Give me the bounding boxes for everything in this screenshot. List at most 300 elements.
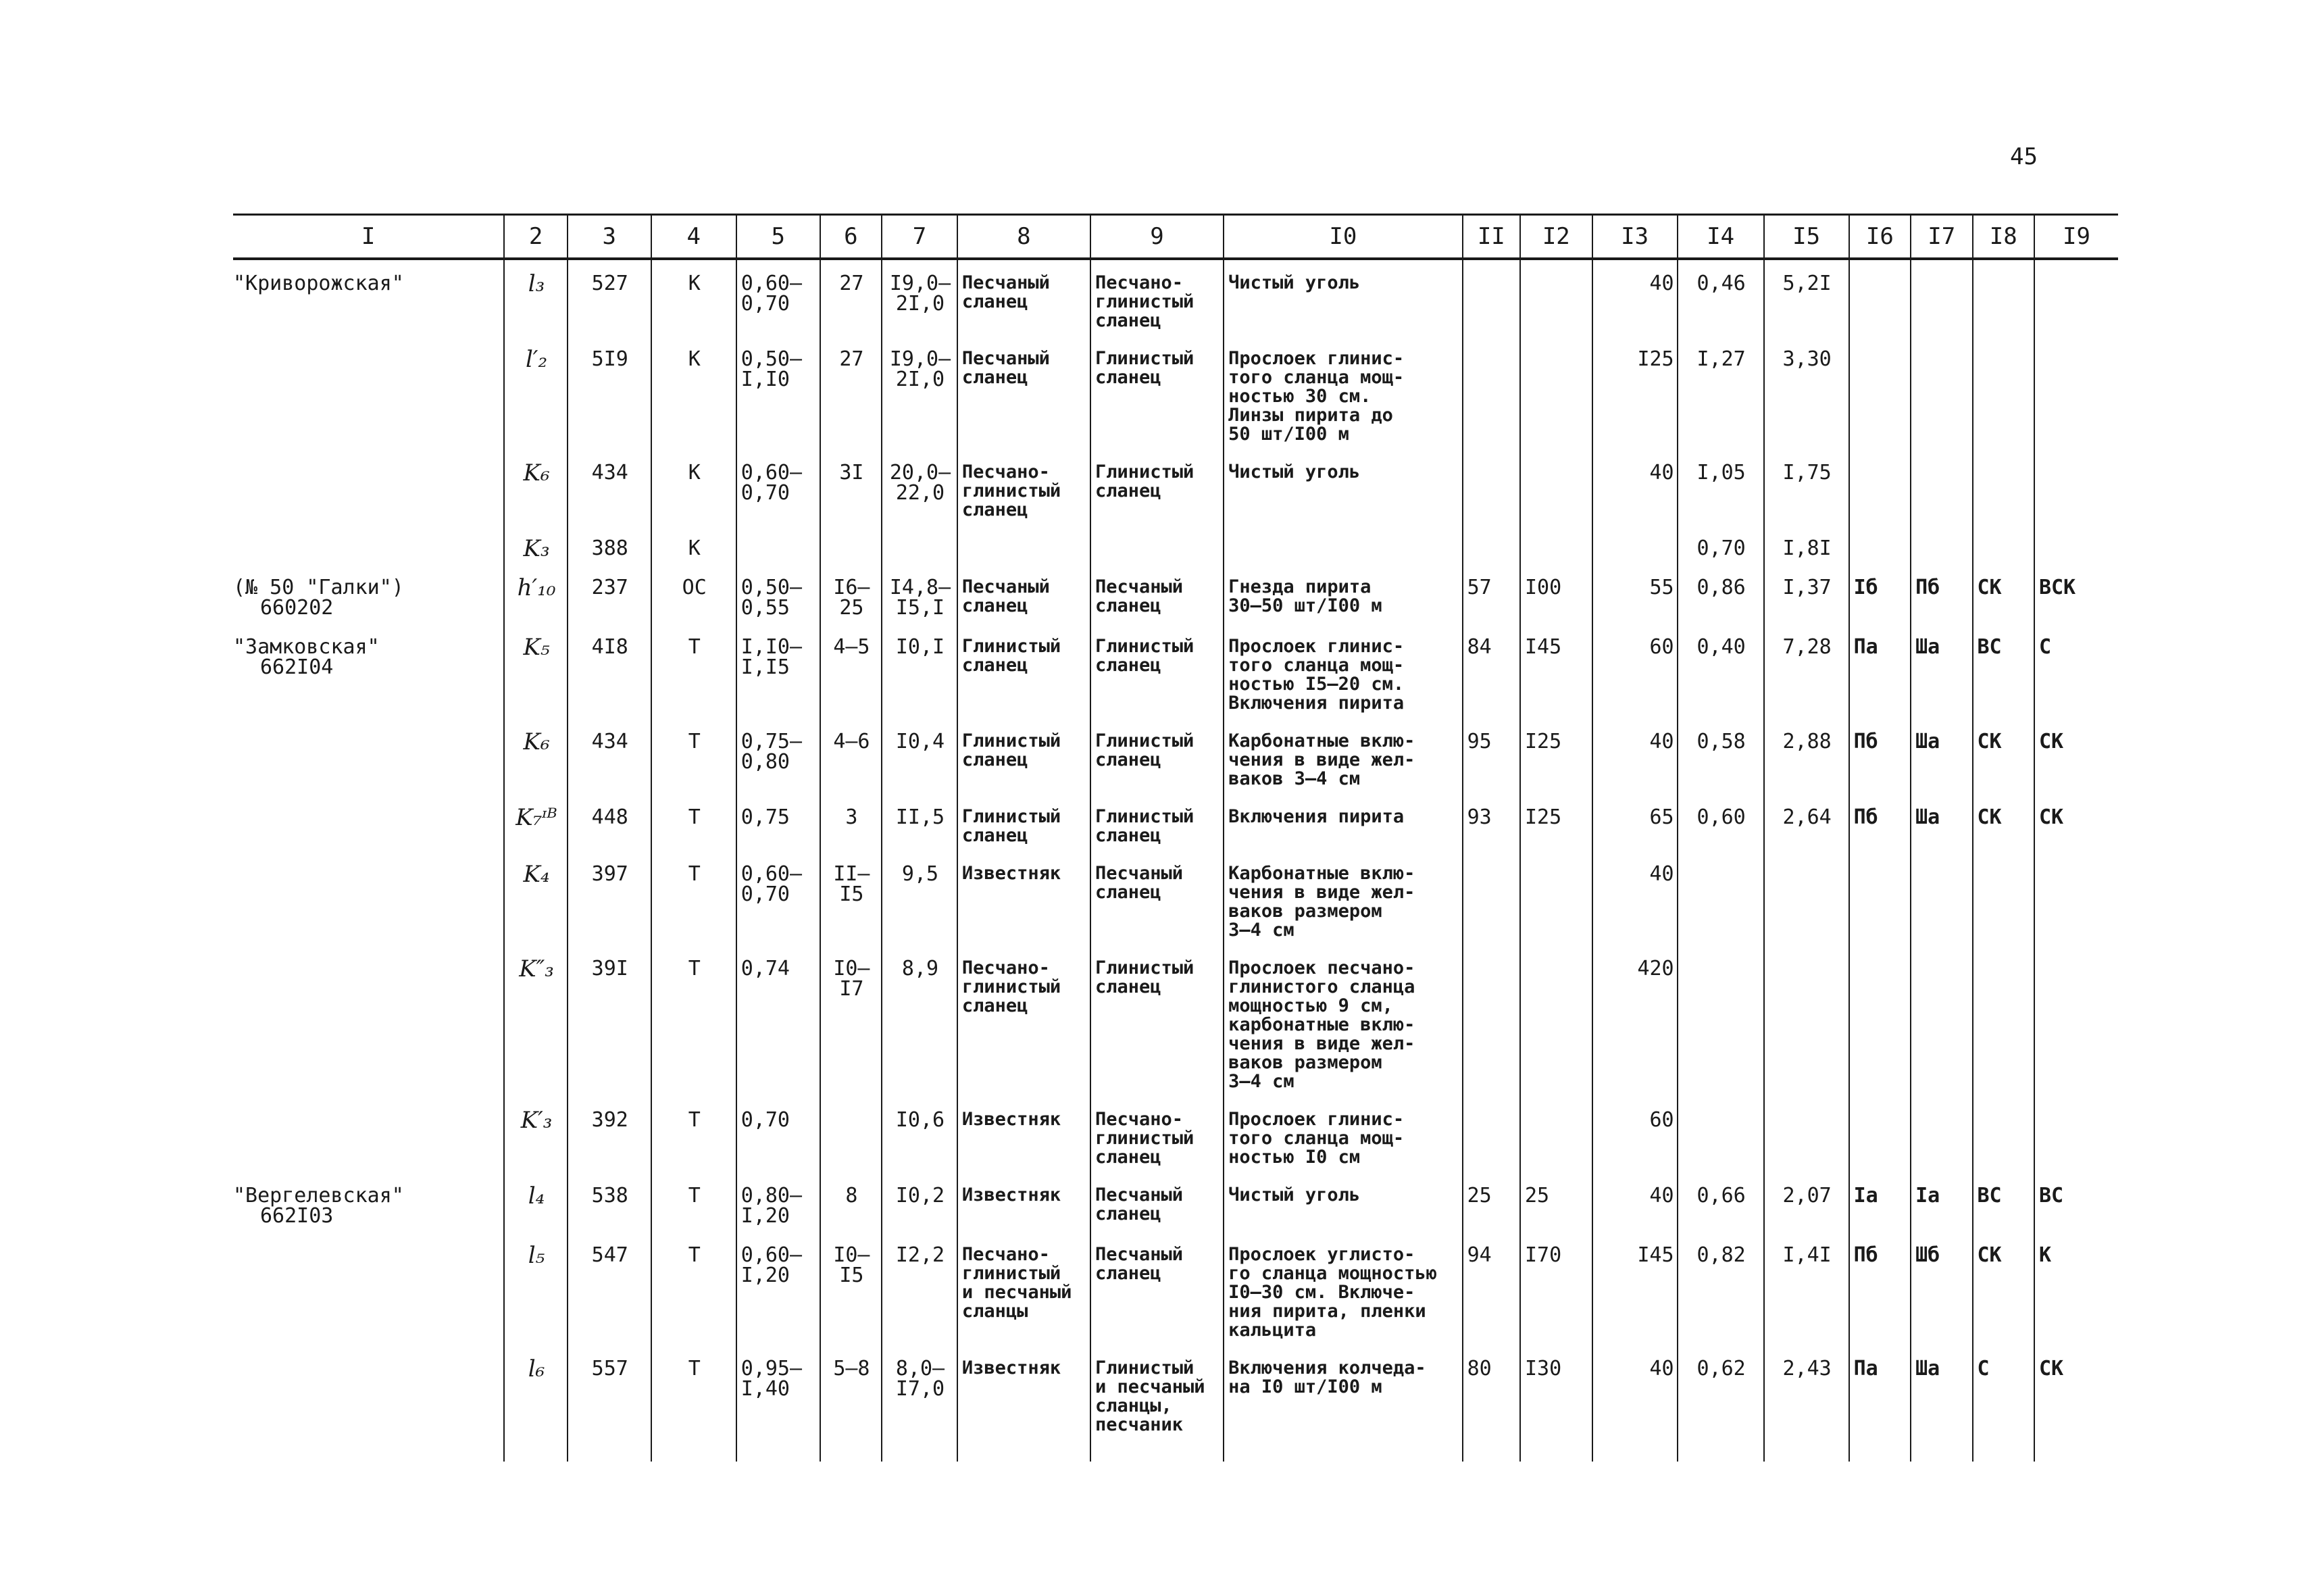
cell-col7: 9,5 bbox=[882, 851, 957, 945]
cell-col13: 65 bbox=[1592, 794, 1678, 851]
cell-col11: 94 bbox=[1463, 1232, 1520, 1345]
cell-thickness: 0,60– 0,70 bbox=[736, 449, 820, 525]
cell-col11 bbox=[1463, 449, 1520, 525]
cell-col12: I00 bbox=[1520, 564, 1592, 624]
cell-col7: I2,2 bbox=[882, 1232, 957, 1345]
table-row bbox=[233, 1232, 2118, 1345]
cell-col16 bbox=[1849, 525, 1911, 564]
cell-col16 bbox=[1849, 336, 1911, 449]
cell-col14: 0,70 bbox=[1678, 525, 1764, 564]
cell-col19 bbox=[2034, 851, 2118, 945]
cell-seam: K₄ bbox=[504, 851, 567, 945]
cell-description: Гнезда пирита 30–50 шт/I00 м bbox=[1224, 564, 1463, 624]
cell-col14: 0,86 bbox=[1678, 564, 1764, 624]
cell-floor-rock: Глинистый сланец bbox=[1090, 945, 1224, 1097]
column-header: I5 bbox=[1764, 215, 1849, 259]
cell-floor-rock bbox=[1090, 525, 1224, 564]
cell-col16: Iб bbox=[1849, 564, 1911, 624]
cell-col16 bbox=[1849, 449, 1911, 525]
cell-col7: 8,9 bbox=[882, 945, 957, 1097]
cell-col18: СК bbox=[1973, 718, 2034, 794]
cell-col11: 80 bbox=[1463, 1345, 1520, 1462]
table-row bbox=[233, 336, 2118, 449]
cell-col19: ВС bbox=[2034, 1172, 2118, 1232]
cell-roof-rock: Глинистый сланец bbox=[957, 794, 1090, 851]
cell-col19 bbox=[2034, 449, 2118, 525]
cell-seam: K′₃ bbox=[504, 1097, 567, 1172]
cell-thickness: 0,75 bbox=[736, 794, 820, 851]
cell-floor-rock: Глинистый сланец bbox=[1090, 449, 1224, 525]
cell-col13: 40 bbox=[1592, 718, 1678, 794]
cell-col16: Па bbox=[1849, 1345, 1911, 1462]
cell-col7: 20,0– 22,0 bbox=[882, 449, 957, 525]
cell-col6: 3I bbox=[820, 449, 882, 525]
cell-thickness: 0,75– 0,80 bbox=[736, 718, 820, 794]
cell-thickness: 0,50– I,I0 bbox=[736, 336, 820, 449]
cell-col16: Пб bbox=[1849, 718, 1911, 794]
cell-thickness: 0,70 bbox=[736, 1097, 820, 1172]
cell-col11 bbox=[1463, 851, 1520, 945]
cell-col11 bbox=[1463, 336, 1520, 449]
cell-mine bbox=[233, 851, 504, 945]
column-header: 2 bbox=[504, 215, 567, 259]
cell-floor-rock: Глинистый сланец bbox=[1090, 794, 1224, 851]
cell-depth: 527 bbox=[568, 259, 651, 336]
mine-name: "Замковская" bbox=[233, 635, 380, 659]
cell-col6: 4–6 bbox=[820, 718, 882, 794]
cell-col12: I25 bbox=[1520, 718, 1592, 794]
cell-col13: I25 bbox=[1592, 336, 1678, 449]
cell-col14 bbox=[1678, 945, 1764, 1097]
cell-mine bbox=[233, 718, 504, 794]
cell-roof-rock: Песчано- глинистый сланец bbox=[957, 945, 1090, 1097]
cell-col13: 55 bbox=[1592, 564, 1678, 624]
cell-col15: I,75 bbox=[1764, 449, 1849, 525]
cell-depth: 392 bbox=[568, 1097, 651, 1172]
cell-thickness: 0,50– 0,55 bbox=[736, 564, 820, 624]
table-row bbox=[233, 794, 2118, 851]
cell-depth: 557 bbox=[568, 1345, 651, 1462]
cell-col15: 7,28 bbox=[1764, 624, 1849, 718]
cell-floor-rock: Песчаный сланец bbox=[1090, 1232, 1224, 1345]
cell-col13: 60 bbox=[1592, 624, 1678, 718]
cell-type: ОС bbox=[651, 564, 736, 624]
column-header: I7 bbox=[1911, 215, 1972, 259]
table-row bbox=[233, 259, 2118, 336]
cell-col11 bbox=[1463, 259, 1520, 336]
cell-roof-rock: Глинистый сланец bbox=[957, 718, 1090, 794]
cell-col14: 0,46 bbox=[1678, 259, 1764, 336]
cell-description: Включения пирита bbox=[1224, 794, 1463, 851]
cell-floor-rock: Песчано- глинистый сланец bbox=[1090, 259, 1224, 336]
mine-name: "Вергелевская" bbox=[233, 1184, 404, 1207]
cell-col7: II,5 bbox=[882, 794, 957, 851]
cell-seam: l₆ bbox=[504, 1345, 567, 1462]
cell-col12: I70 bbox=[1520, 1232, 1592, 1345]
cell-col6: 3 bbox=[820, 794, 882, 851]
cell-col15: 2,64 bbox=[1764, 794, 1849, 851]
cell-col18 bbox=[1973, 851, 2034, 945]
cell-depth: 397 bbox=[568, 851, 651, 945]
cell-floor-rock: Глинистый сланец bbox=[1090, 718, 1224, 794]
cell-col17 bbox=[1911, 449, 1972, 525]
column-header: 8 bbox=[957, 215, 1090, 259]
cell-col17 bbox=[1911, 336, 1972, 449]
cell-col6: 8 bbox=[820, 1172, 882, 1232]
table-row bbox=[233, 1097, 2118, 1172]
cell-mine bbox=[233, 1345, 504, 1462]
cell-floor-rock: Песчано- глинистый сланец bbox=[1090, 1097, 1224, 1172]
cell-floor-rock: Глинистый и песчаный сланцы, песчаник bbox=[1090, 1345, 1224, 1462]
cell-col15: 5,2I bbox=[1764, 259, 1849, 336]
cell-col11: 84 bbox=[1463, 624, 1520, 718]
column-header: I3 bbox=[1592, 215, 1678, 259]
cell-col13: I45 bbox=[1592, 1232, 1678, 1345]
cell-type: Т bbox=[651, 794, 736, 851]
cell-floor-rock: Песчаный сланец bbox=[1090, 851, 1224, 945]
cell-description: Чистый уголь bbox=[1224, 259, 1463, 336]
column-header: 6 bbox=[820, 215, 882, 259]
table-row bbox=[233, 718, 2118, 794]
cell-mine bbox=[233, 1172, 504, 1232]
cell-col13: 40 bbox=[1592, 449, 1678, 525]
cell-col16: Па bbox=[1849, 624, 1911, 718]
cell-floor-rock: Глинистый сланец bbox=[1090, 336, 1224, 449]
cell-type: К bbox=[651, 525, 736, 564]
cell-col18 bbox=[1973, 525, 2034, 564]
cell-col17: Iа bbox=[1911, 1172, 1972, 1232]
mine-code: 660202 bbox=[260, 596, 334, 620]
cell-col13 bbox=[1592, 525, 1678, 564]
cell-col16 bbox=[1849, 945, 1911, 1097]
cell-mine bbox=[233, 1097, 504, 1172]
cell-col15 bbox=[1764, 1097, 1849, 1172]
cell-roof-rock: Известняк bbox=[957, 1172, 1090, 1232]
cell-mine bbox=[233, 1232, 504, 1345]
cell-col15: I,8I bbox=[1764, 525, 1849, 564]
mine-name: "Криворожская" bbox=[233, 272, 404, 295]
cell-mine bbox=[233, 259, 504, 336]
cell-col15: 2,43 bbox=[1764, 1345, 1849, 1462]
cell-thickness: 0,60– 0,70 bbox=[736, 259, 820, 336]
cell-mine bbox=[233, 624, 504, 718]
column-header: 4 bbox=[651, 215, 736, 259]
cell-mine bbox=[233, 794, 504, 851]
cell-col12 bbox=[1520, 336, 1592, 449]
cell-roof-rock: Глинистый сланец bbox=[957, 624, 1090, 718]
cell-seam: K″₃ bbox=[504, 945, 567, 1097]
cell-type: Т bbox=[651, 945, 736, 1097]
cell-col12 bbox=[1520, 259, 1592, 336]
column-header: I0 bbox=[1224, 215, 1463, 259]
cell-depth: 4I8 bbox=[568, 624, 651, 718]
mine-name: (№ 50 "Галки") bbox=[233, 576, 404, 599]
cell-mine bbox=[233, 564, 504, 624]
cell-col7: I9,0– 2I,0 bbox=[882, 336, 957, 449]
cell-seam: K₇ᶦᴮ bbox=[504, 794, 567, 851]
cell-col12: 25 bbox=[1520, 1172, 1592, 1232]
cell-thickness: 0,60– I,20 bbox=[736, 1232, 820, 1345]
cell-col16 bbox=[1849, 851, 1911, 945]
column-header: I6 bbox=[1849, 215, 1911, 259]
cell-description: Включения колчеда- на I0 шт/I00 м bbox=[1224, 1345, 1463, 1462]
cell-col11 bbox=[1463, 1097, 1520, 1172]
cell-col15: 2,07 bbox=[1764, 1172, 1849, 1232]
cell-col18 bbox=[1973, 336, 2034, 449]
cell-col17 bbox=[1911, 259, 1972, 336]
cell-col17: Пб bbox=[1911, 564, 1972, 624]
cell-col18: СК bbox=[1973, 564, 2034, 624]
cell-col15: I,4I bbox=[1764, 1232, 1849, 1345]
cell-depth: 434 bbox=[568, 449, 651, 525]
cell-type: К bbox=[651, 259, 736, 336]
cell-type: Т bbox=[651, 624, 736, 718]
cell-floor-rock: Глинистый сланец bbox=[1090, 624, 1224, 718]
cell-col12 bbox=[1520, 851, 1592, 945]
cell-col6: I6– 25 bbox=[820, 564, 882, 624]
cell-col19 bbox=[2034, 1097, 2118, 1172]
cell-col19: К bbox=[2034, 1232, 2118, 1345]
cell-col19: ВСК bbox=[2034, 564, 2118, 624]
cell-col15: 3,30 bbox=[1764, 336, 1849, 449]
cell-description: Прослоек углисто- го сланца мощностью I0–30 см. Включе- ния пирита, пленки кальцита bbox=[1224, 1232, 1463, 1345]
cell-seam: K₃ bbox=[504, 525, 567, 564]
cell-col16: Пб bbox=[1849, 794, 1911, 851]
table-row bbox=[233, 449, 2118, 525]
cell-col12: I25 bbox=[1520, 794, 1592, 851]
cell-col11: 93 bbox=[1463, 794, 1520, 851]
cell-seam: K₆ bbox=[504, 449, 567, 525]
cell-col6: I0– I7 bbox=[820, 945, 882, 1097]
page-number: 45 bbox=[2010, 143, 2038, 170]
cell-floor-rock: Песчаный сланец bbox=[1090, 564, 1224, 624]
cell-col18: ВС bbox=[1973, 624, 2034, 718]
cell-col14: 0,58 bbox=[1678, 718, 1764, 794]
cell-col17 bbox=[1911, 851, 1972, 945]
cell-depth: 547 bbox=[568, 1232, 651, 1345]
table-row bbox=[233, 1345, 2118, 1462]
cell-col7: I0,2 bbox=[882, 1172, 957, 1232]
cell-col14: 0,62 bbox=[1678, 1345, 1764, 1462]
cell-col19 bbox=[2034, 945, 2118, 1097]
cell-col14: 0,60 bbox=[1678, 794, 1764, 851]
cell-col18 bbox=[1973, 259, 2034, 336]
cell-roof-rock: Песчано- глинистый сланец bbox=[957, 449, 1090, 525]
cell-depth: 5I9 bbox=[568, 336, 651, 449]
cell-floor-rock: Песчаный сланец bbox=[1090, 1172, 1224, 1232]
cell-seam: K₆ bbox=[504, 718, 567, 794]
cell-col13: 40 bbox=[1592, 1172, 1678, 1232]
cell-roof-rock: Песчаный сланец bbox=[957, 336, 1090, 449]
cell-col13: 40 bbox=[1592, 1345, 1678, 1462]
cell-col12: I30 bbox=[1520, 1345, 1592, 1462]
column-header: II bbox=[1463, 215, 1520, 259]
cell-col11 bbox=[1463, 525, 1520, 564]
cell-thickness bbox=[736, 525, 820, 564]
cell-col16 bbox=[1849, 1097, 1911, 1172]
cell-description bbox=[1224, 525, 1463, 564]
cell-col13: 40 bbox=[1592, 259, 1678, 336]
cell-col11 bbox=[1463, 945, 1520, 1097]
column-header: I9 bbox=[2034, 215, 2118, 259]
cell-col12 bbox=[1520, 449, 1592, 525]
cell-depth: 538 bbox=[568, 1172, 651, 1232]
cell-col16: Iа bbox=[1849, 1172, 1911, 1232]
column-header: 3 bbox=[568, 215, 651, 259]
cell-roof-rock: Песчано- глинистый и песчаный сланцы bbox=[957, 1232, 1090, 1345]
cell-description: Карбонатные вклю- чения в виде жел- ваков размером 3–4 см bbox=[1224, 851, 1463, 945]
cell-col15: I,37 bbox=[1764, 564, 1849, 624]
cell-seam: h′₁₀ bbox=[504, 564, 567, 624]
cell-col15: 2,88 bbox=[1764, 718, 1849, 794]
table-row bbox=[233, 624, 2118, 718]
table-row bbox=[233, 525, 2118, 564]
cell-col17: Шб bbox=[1911, 1232, 1972, 1345]
column-header-row bbox=[233, 215, 2118, 259]
cell-type: Т bbox=[651, 1172, 736, 1232]
cell-col13: 60 bbox=[1592, 1097, 1678, 1172]
cell-seam: K₅ bbox=[504, 624, 567, 718]
column-header: I4 bbox=[1678, 215, 1764, 259]
cell-type: Т bbox=[651, 1232, 736, 1345]
cell-col16 bbox=[1849, 259, 1911, 336]
cell-depth: 39I bbox=[568, 945, 651, 1097]
cell-description: Прослоек песчано- глинистого сланца мощностью 9 см, карбонатные вклю- чения в виде жел- ваков размером 3–4 см bbox=[1224, 945, 1463, 1097]
cell-col18: СК bbox=[1973, 794, 2034, 851]
cell-col6 bbox=[820, 1097, 882, 1172]
cell-col6: I0– I5 bbox=[820, 1232, 882, 1345]
cell-col19: С bbox=[2034, 624, 2118, 718]
cell-seam: l₄ bbox=[504, 1172, 567, 1232]
table-row bbox=[233, 564, 2118, 624]
cell-col17: Ша bbox=[1911, 718, 1972, 794]
cell-col13: 40 bbox=[1592, 851, 1678, 945]
cell-col18: С bbox=[1973, 1345, 2034, 1462]
cell-mine bbox=[233, 336, 504, 449]
cell-col17 bbox=[1911, 525, 1972, 564]
cell-col14 bbox=[1678, 851, 1764, 945]
cell-mine bbox=[233, 449, 504, 525]
cell-col18 bbox=[1973, 945, 2034, 1097]
cell-col15 bbox=[1764, 851, 1849, 945]
cell-col18: ВС bbox=[1973, 1172, 2034, 1232]
cell-roof-rock bbox=[957, 525, 1090, 564]
cell-col7: I9,0– 2I,0 bbox=[882, 259, 957, 336]
cell-col19: СК bbox=[2034, 718, 2118, 794]
column-header: 9 bbox=[1090, 215, 1224, 259]
cell-depth: 237 bbox=[568, 564, 651, 624]
cell-col19: СК bbox=[2034, 1345, 2118, 1462]
cell-col7: I0,6 bbox=[882, 1097, 957, 1172]
column-header: I2 bbox=[1520, 215, 1592, 259]
cell-col19: СК bbox=[2034, 794, 2118, 851]
cell-col16: Пб bbox=[1849, 1232, 1911, 1345]
cell-col11: 57 bbox=[1463, 564, 1520, 624]
cell-col7: I0,4 bbox=[882, 718, 957, 794]
table-row bbox=[233, 851, 2118, 945]
cell-depth: 388 bbox=[568, 525, 651, 564]
cell-description: Карбонатные вклю- чения в виде жел- ваков 3–4 см bbox=[1224, 718, 1463, 794]
cell-col17 bbox=[1911, 945, 1972, 1097]
cell-description: Прослоек глинис- того сланца мощ- ностью I0 см bbox=[1224, 1097, 1463, 1172]
cell-col7 bbox=[882, 525, 957, 564]
cell-description: Чистый уголь bbox=[1224, 449, 1463, 525]
cell-col14: 0,66 bbox=[1678, 1172, 1764, 1232]
cell-col18 bbox=[1973, 1097, 2034, 1172]
cell-depth: 434 bbox=[568, 718, 651, 794]
cell-thickness: 0,80– I,20 bbox=[736, 1172, 820, 1232]
cell-col19 bbox=[2034, 525, 2118, 564]
cell-col11: 25 bbox=[1463, 1172, 1520, 1232]
cell-col14: I,27 bbox=[1678, 336, 1764, 449]
cell-roof-rock: Песчаный сланец bbox=[957, 259, 1090, 336]
cell-thickness: I,I0– I,I5 bbox=[736, 624, 820, 718]
cell-roof-rock: Песчаный сланец bbox=[957, 564, 1090, 624]
cell-col18 bbox=[1973, 449, 2034, 525]
cell-seam: l₃ bbox=[504, 259, 567, 336]
cell-col6: 27 bbox=[820, 336, 882, 449]
cell-mine bbox=[233, 525, 504, 564]
cell-col17 bbox=[1911, 1097, 1972, 1172]
cell-depth: 448 bbox=[568, 794, 651, 851]
cell-seam: l₅ bbox=[504, 1232, 567, 1345]
cell-thickness: 0,95– I,40 bbox=[736, 1345, 820, 1462]
cell-col12 bbox=[1520, 1097, 1592, 1172]
column-header: 7 bbox=[882, 215, 957, 259]
table-row bbox=[233, 945, 2118, 1097]
table-row bbox=[233, 1172, 2118, 1232]
data-table bbox=[233, 214, 2118, 1462]
cell-col17: Ша bbox=[1911, 624, 1972, 718]
cell-col11: 95 bbox=[1463, 718, 1520, 794]
cell-col15 bbox=[1764, 945, 1849, 1097]
cell-description: Прослоек глинис- того сланца мощ- ностью I5–20 см. Включения пирита bbox=[1224, 624, 1463, 718]
cell-col13: 420 bbox=[1592, 945, 1678, 1097]
cell-type: К bbox=[651, 336, 736, 449]
cell-roof-rock: Известняк bbox=[957, 1345, 1090, 1462]
cell-col19 bbox=[2034, 259, 2118, 336]
cell-col7: I0,I bbox=[882, 624, 957, 718]
cell-col6 bbox=[820, 525, 882, 564]
cell-type: Т bbox=[651, 1345, 736, 1462]
cell-col18: СК bbox=[1973, 1232, 2034, 1345]
cell-col7: I4,8– I5,I bbox=[882, 564, 957, 624]
cell-col6: 5–8 bbox=[820, 1345, 882, 1462]
cell-col14: 0,40 bbox=[1678, 624, 1764, 718]
cell-col14 bbox=[1678, 1097, 1764, 1172]
cell-col12: I45 bbox=[1520, 624, 1592, 718]
cell-type: Т bbox=[651, 851, 736, 945]
cell-col6: 4–5 bbox=[820, 624, 882, 718]
cell-description: Чистый уголь bbox=[1224, 1172, 1463, 1232]
cell-col14: I,05 bbox=[1678, 449, 1764, 525]
cell-col17: Ша bbox=[1911, 794, 1972, 851]
cell-roof-rock: Известняк bbox=[957, 1097, 1090, 1172]
cell-col6: 27 bbox=[820, 259, 882, 336]
cell-col7: 8,0– I7,0 bbox=[882, 1345, 957, 1462]
mine-code: 662I04 bbox=[260, 655, 334, 679]
cell-col19 bbox=[2034, 336, 2118, 449]
column-header: 5 bbox=[736, 215, 820, 259]
cell-col6: II– I5 bbox=[820, 851, 882, 945]
cell-col12 bbox=[1520, 945, 1592, 1097]
column-header: I bbox=[233, 215, 504, 259]
cell-thickness: 0,74 bbox=[736, 945, 820, 1097]
cell-type: Т bbox=[651, 1097, 736, 1172]
cell-description: Прослоек глинис- того сланца мощ- ностью 30 см. Линзы пирита до 50 шт/I00 м bbox=[1224, 336, 1463, 449]
cell-col12 bbox=[1520, 525, 1592, 564]
cell-roof-rock: Известняк bbox=[957, 851, 1090, 945]
